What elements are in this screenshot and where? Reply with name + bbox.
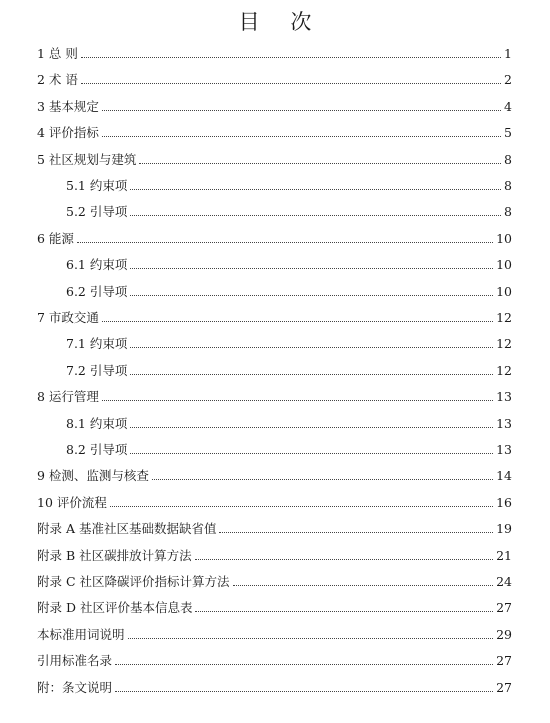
toc-entry-label: 4 评价指标 [37, 125, 99, 141]
toc-entry-page-number: 19 [496, 521, 512, 537]
toc-entry-page-number: 2 [504, 72, 512, 88]
toc-entry[interactable] [37, 95, 512, 115]
toc-entry-label: 5.2 引导项 [66, 204, 128, 220]
toc-entry-label: 本标准用词说明 [37, 626, 125, 642]
toc-entry[interactable] [37, 306, 512, 326]
toc-entry[interactable] [66, 200, 512, 220]
toc-entry[interactable] [66, 280, 512, 300]
toc-entry[interactable] [37, 464, 512, 484]
toc-entry-page-number: 12 [496, 310, 512, 325]
toc-entry[interactable] [37, 491, 512, 511]
toc-entry-page-number: 16 [496, 494, 512, 510]
toc-entry[interactable] [66, 438, 512, 458]
toc-entry-label: 附录 A 基准社区基础数据缺省值 [37, 521, 217, 537]
toc-entry-page-number: 12 [496, 336, 512, 352]
dot-leader [152, 479, 493, 480]
dot-leader [128, 638, 494, 639]
toc-entry-label: 3 基本规定 [37, 98, 99, 114]
dot-leader [219, 532, 493, 533]
dot-leader [139, 163, 501, 164]
dot-leader [115, 664, 493, 665]
toc-entry-label: 6.2 引导项 [66, 283, 128, 299]
dot-leader [102, 400, 493, 401]
toc-entry-label: 附：条文说明 [37, 679, 113, 695]
page-title: 目 次 [238, 10, 324, 34]
toc-entry[interactable] [66, 359, 512, 379]
toc-entry-label: 2 术 语 [37, 72, 78, 88]
toc-entry-page-number: 14 [496, 468, 512, 484]
dot-leader [195, 559, 493, 560]
toc-entry-label: 6 能源 [37, 230, 74, 246]
toc-entry[interactable] [37, 596, 512, 616]
toc-entry-page-number: 5 [504, 125, 512, 141]
toc-entry-page-number: 24 [496, 574, 512, 589]
dot-leader [195, 611, 493, 612]
toc-entry-page-number: 10 [496, 283, 512, 299]
toc-entry[interactable] [37, 570, 512, 590]
toc-entry-page-number: 12 [496, 362, 512, 378]
toc-entry-label: 8 运行管理 [37, 389, 99, 405]
dot-leader [130, 427, 493, 428]
dot-leader [77, 242, 493, 243]
toc-entry-label: 7.2 引导项 [66, 362, 128, 378]
toc-entry-label: 引用标准名录 [37, 653, 113, 669]
dot-leader [130, 189, 501, 190]
toc-entry-page-number: 1 [504, 46, 512, 61]
toc-entry-page-number: 4 [504, 98, 512, 114]
toc-entry-page-number: 21 [496, 547, 512, 563]
toc-entry[interactable] [66, 332, 512, 352]
toc-entry[interactable] [37, 623, 512, 643]
toc-entry-page-number: 27 [496, 653, 512, 669]
toc-entry-label: 9 检测、监测与核查 [37, 468, 149, 484]
toc-entry[interactable] [37, 121, 512, 141]
dot-leader [102, 136, 501, 137]
toc-entry-page-number: 8 [504, 178, 512, 193]
dot-leader [130, 453, 493, 454]
dot-leader [233, 585, 494, 586]
toc-entry[interactable] [66, 174, 512, 194]
dot-leader [130, 374, 493, 375]
toc-entry[interactable] [37, 649, 512, 669]
toc-entry-label: 6.1 约束项 [66, 257, 128, 273]
dot-leader [130, 268, 493, 269]
dot-leader [130, 215, 501, 216]
toc-entry[interactable] [37, 42, 512, 62]
toc-entry-page-number: 27 [496, 600, 512, 616]
toc-entry[interactable] [37, 68, 512, 88]
dot-leader [130, 295, 493, 296]
toc-entry-label: 1 总 则 [37, 46, 78, 61]
toc-entry[interactable] [37, 148, 512, 168]
dot-leader [102, 321, 493, 322]
toc-entry[interactable] [37, 385, 512, 405]
dot-leader [81, 83, 501, 84]
toc-entry-label: 8.1 约束项 [66, 415, 128, 431]
toc-entry-page-number: 29 [496, 626, 512, 642]
dot-leader [110, 506, 493, 507]
toc-entry-page-number: 8 [504, 151, 512, 167]
toc-entry-label: 5.1 约束项 [66, 178, 128, 193]
toc-entry-label: 附录 D 社区评价基本信息表 [37, 600, 193, 616]
toc-entry-page-number: 13 [496, 415, 512, 431]
toc-entry-page-number: 27 [496, 679, 512, 695]
toc-entry-page-number: 10 [496, 230, 512, 246]
toc-entry-label: 附录 C 社区降碳评价指标计算方法 [37, 574, 230, 589]
toc-entry-label: 7 市政交通 [37, 310, 99, 325]
toc-entry-label: 10 评价流程 [37, 494, 107, 510]
toc-entry-page-number: 13 [496, 442, 512, 457]
toc-entry[interactable] [37, 544, 512, 564]
toc-entry-label: 8.2 引导项 [66, 442, 128, 457]
toc-entry[interactable] [66, 253, 512, 273]
toc-entry[interactable] [37, 227, 512, 247]
toc-entry-page-number: 13 [496, 389, 512, 405]
toc-entry-page-number: 8 [504, 204, 512, 220]
dot-leader [130, 347, 493, 348]
toc-entry-label: 附录 B 社区碳排放计算方法 [37, 547, 192, 563]
dot-leader [115, 691, 493, 692]
toc-entry-page-number: 10 [496, 257, 512, 273]
dot-leader [102, 110, 501, 111]
dot-leader [81, 57, 501, 58]
toc-entry-label: 5 社区规划与建筑 [37, 151, 137, 167]
toc-entry-label: 7.1 约束项 [66, 336, 128, 352]
toc-entry[interactable] [66, 412, 512, 432]
toc-entry[interactable] [37, 517, 512, 537]
toc-entry[interactable] [37, 676, 512, 696]
